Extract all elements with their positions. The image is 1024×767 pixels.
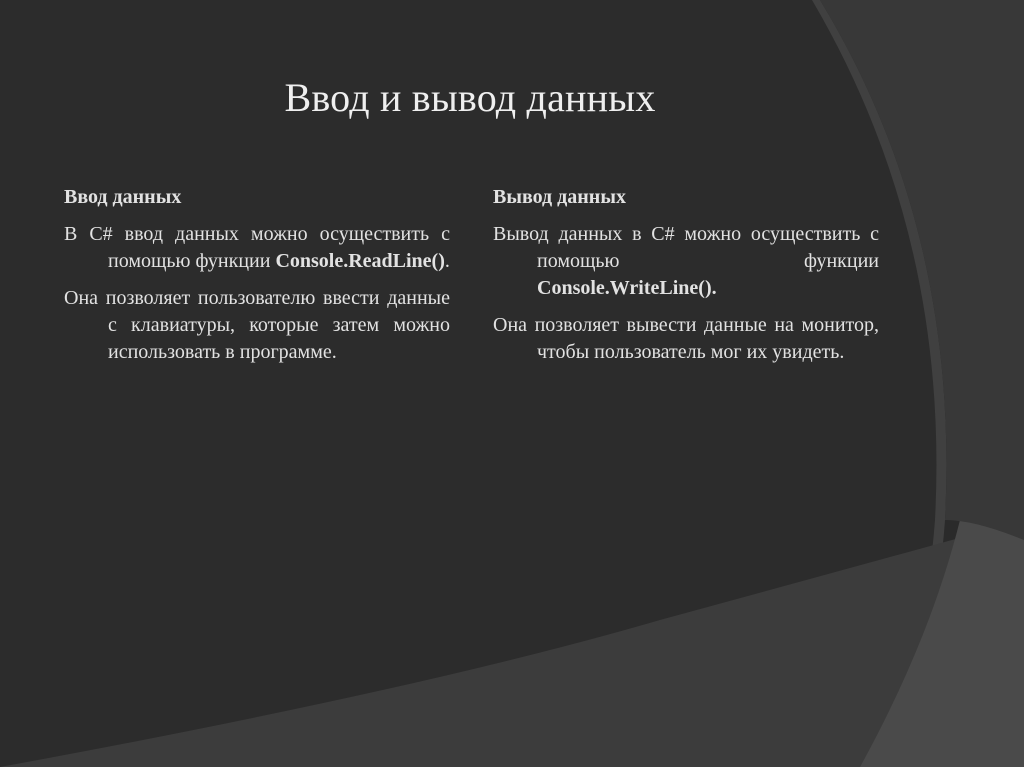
output-paragraph-2: Она позволяет вывести данные на монитор, чтобы пользователь мог их увидеть. <box>493 314 879 363</box>
slide-title: Ввод и вывод данных <box>284 75 656 120</box>
output-column <box>493 184 879 376</box>
readline-code: Console.ReadLine() <box>275 250 445 272</box>
output-paragraph-1-text: Вывод данных в C# можно осуществить с помощью функции <box>493 223 879 272</box>
input-column <box>64 184 450 376</box>
output-paragraph-1 <box>493 221 879 302</box>
input-paragraph-1 <box>64 221 450 275</box>
writeline-code: Console.WriteLine(). <box>537 277 717 299</box>
input-paragraph-1-text: В C# ввод данных можно осуществить с помощью функции <box>64 223 450 272</box>
output-heading: Вывод данных <box>493 186 626 208</box>
input-paragraph-2: Она позволяет пользователю ввести данные с клавиатуры, которые затем можно использовать в программе. <box>64 287 450 363</box>
input-paragraph-1-tail: . <box>444 250 450 272</box>
input-heading: Ввод данных <box>64 186 182 208</box>
